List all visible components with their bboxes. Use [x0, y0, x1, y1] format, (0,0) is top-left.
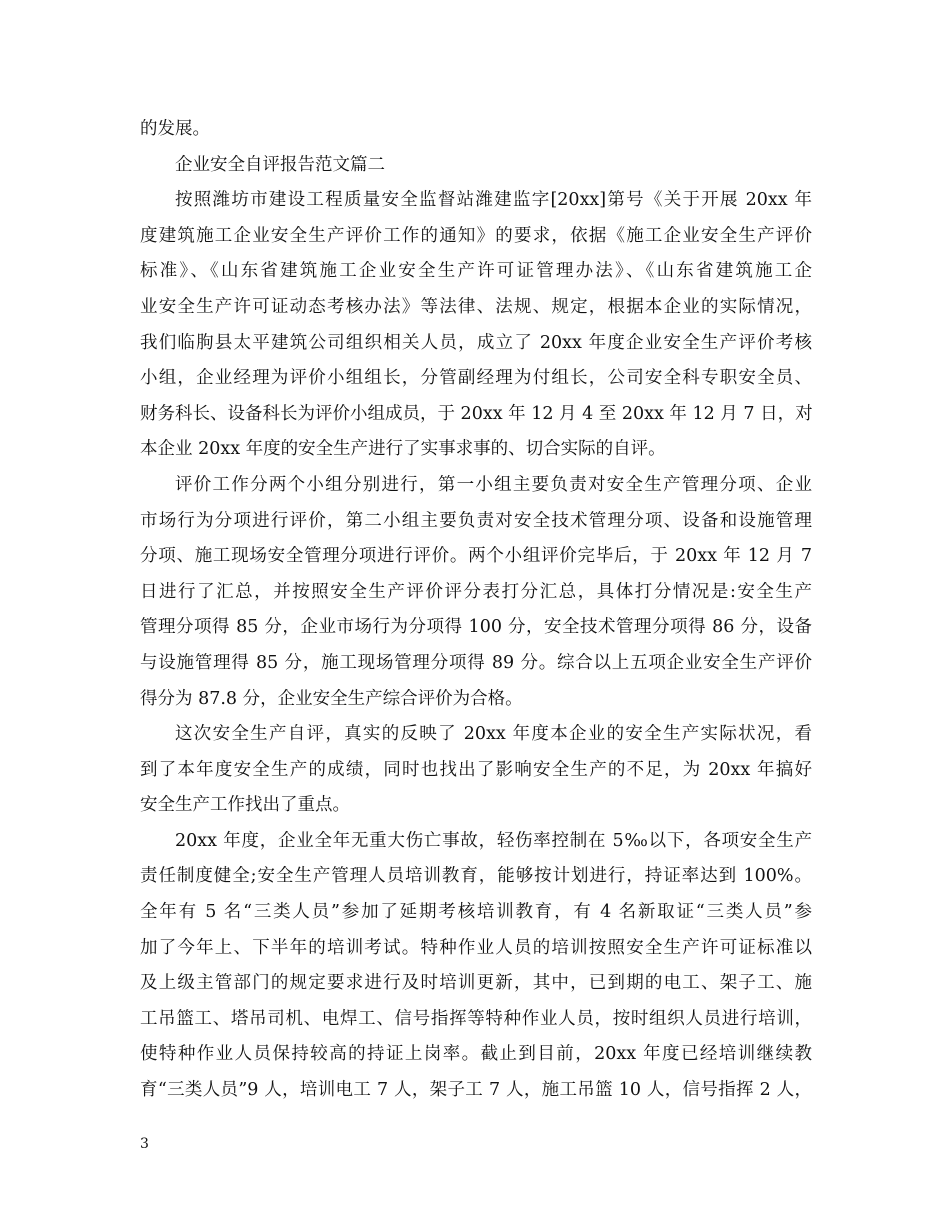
document-body: [140, 112, 812, 1109]
text-line: 到了本年度安全生产的成绩，同时也找出了影响安全生产的不足，为 20xx 年搞好: [140, 759, 812, 780]
text-line: 小组，企业经理为评价小组组长，分管副经理为付组长，公司安全科专职安全员、: [140, 368, 812, 389]
text-line: 及上级主管部门的规定要求进行及时培训更新，其中，已到期的电工、架子工、施: [140, 973, 812, 994]
page-number: 3: [140, 1136, 149, 1152]
text-line: 本企业 20xx 年度的安全生产进行了实事求事的、切合实际的自评。: [140, 439, 666, 460]
text-line: 与设施管理得 85 分，施工现场管理分项得 89 分。综合以上五项企业安全生产评价: [140, 652, 812, 673]
text-line: 加了今年上、下半年的培训考试。特种作业人员的培训按照安全生产许可证标准以: [140, 937, 812, 958]
text-line: 责任制度健全;安全生产管理人员培训教育，能够按计划进行，持证率达到 100%。: [140, 866, 812, 887]
text-line: 日进行了汇总，并按照安全生产评价评分表打分汇总，具体打分情况是:安全生产: [140, 581, 812, 602]
text-line: 我们临朐县太平建筑公司组织相关人员，成立了 20xx 年度企业安全生产评价考核: [140, 332, 812, 353]
text-line: 的发展。: [140, 119, 210, 139]
text-line: 分项、施工现场安全管理分项进行评价。两个小组评价完毕后，于 20xx 年 12 月 7: [140, 546, 812, 567]
text-line: 管理分项得 85 分，企业市场行为分项得 100 分，安全技术管理分项得 86 分，设备: [140, 617, 812, 638]
text-line: 业安全生产许可证动态考核办法》等法律、法规、规定，根据本企业的实际情况，: [140, 296, 812, 317]
text-line: 使特种作业人员保持较高的持证上岗率。截止到目前，20xx 年度已经培训继续教: [140, 1044, 812, 1065]
text-line: 标准》、《山东省建筑施工企业安全生产许可证管理办法》、《山东省建筑施工企: [140, 261, 812, 282]
text-line: 育“三类人员”9 人，培训电工 7 人，架子工 7 人，施工吊篮 10 人，信号指挥 2 人，: [140, 1080, 812, 1101]
text-line: 企业安全自评报告范文篇二: [175, 154, 385, 175]
text-line: 工吊篮工、塔吊司机、电焊工、信号指挥等特种作业人员，按时组织人员进行培训，: [140, 1008, 812, 1029]
text-line: 全年有 5 名“三类人员”参加了延期考核培训教育，有 4 名新取证“三类人员”参: [140, 902, 812, 923]
text-line: 按照潍坊市建设工程质量安全监督站潍建监字[20xx]第号《关于开展 20xx 年: [175, 190, 812, 211]
text-line: 20xx 年度，企业全年无重大伤亡事故，轻伤率控制在 5‰以下，各项安全生产: [175, 830, 812, 851]
text-line: 市场行为分项进行评价，第二小组主要负责对安全技术管理分项、设备和设施管理: [140, 510, 812, 531]
text-line: 度建筑施工企业安全生产评价工作的通知》的要求，依据《施工企业安全生产评价: [140, 225, 812, 246]
text-line: 评价工作分两个小组分别进行，第一小组主要负责对安全生产管理分项、企业: [175, 474, 812, 495]
text-line: 得分为 87.8 分，企业安全生产综合评价为合格。: [140, 688, 523, 709]
text-line: 财务科长、设备科长为评价小组成员，于 20xx 年 12 月 4 至 20xx 年 12 月 7 日，对: [140, 403, 813, 424]
text-line: 安全生产工作找出了重点。: [140, 795, 350, 816]
text-line: 这次安全生产自评，真实的反映了 20xx 年度本企业的安全生产实际状况，看: [175, 724, 812, 745]
